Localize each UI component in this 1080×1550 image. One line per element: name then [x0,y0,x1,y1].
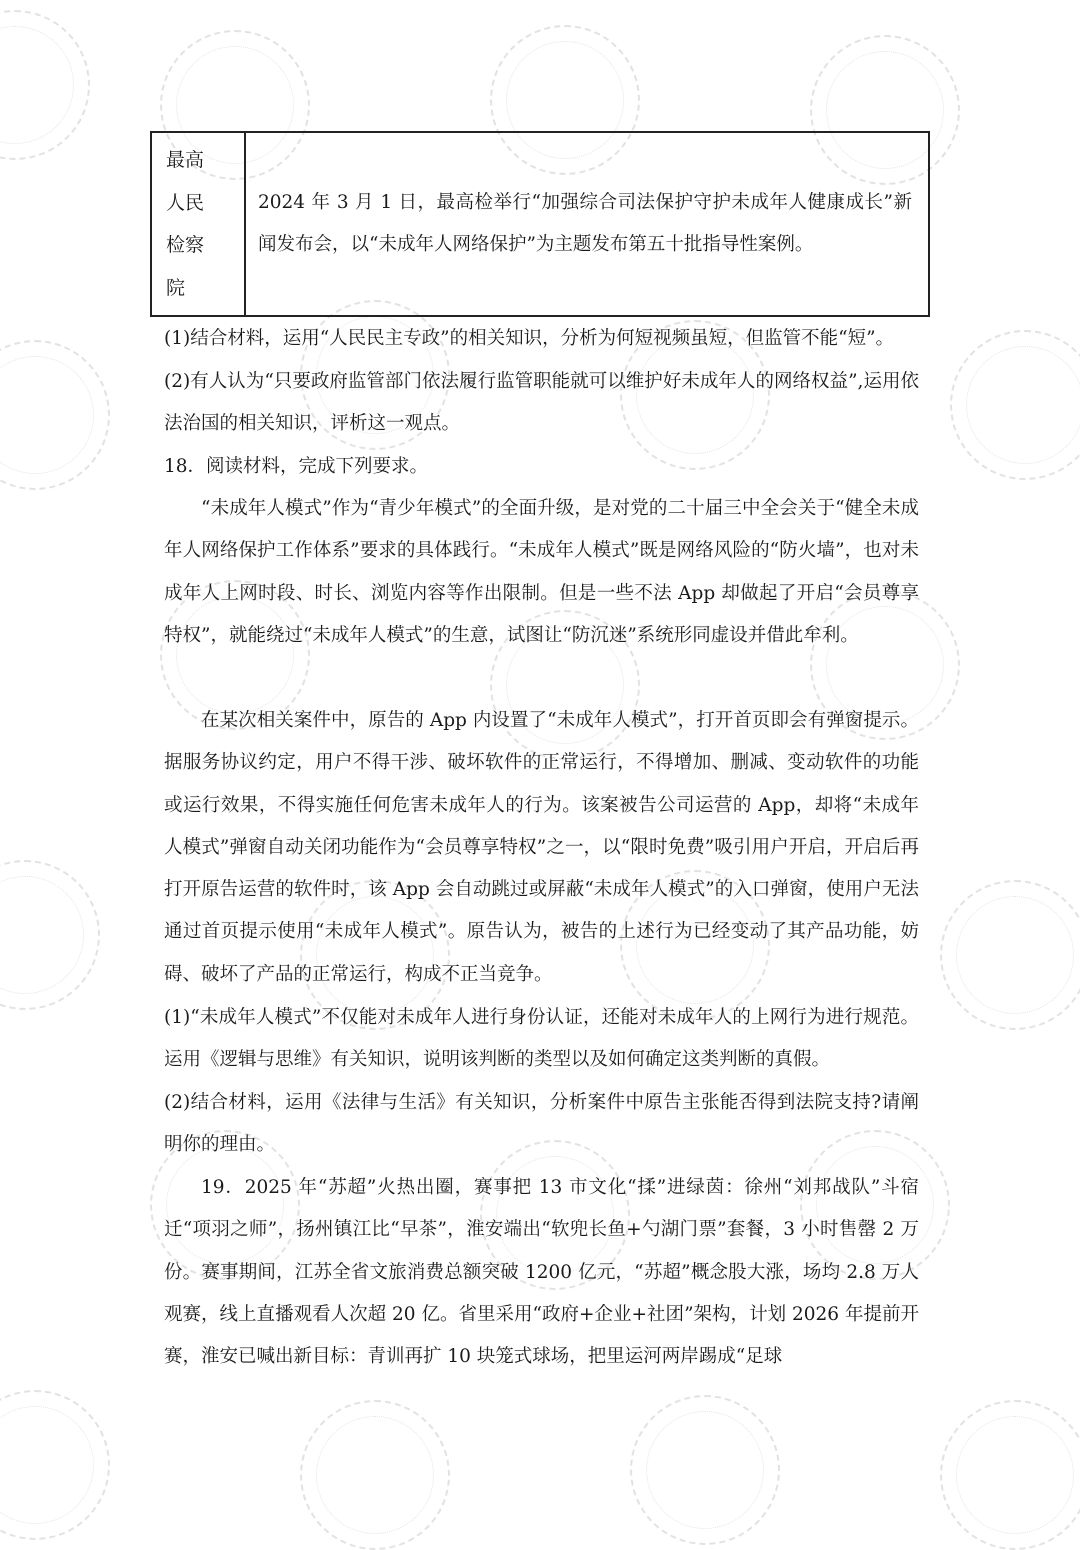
org-name-line: 人民 [166,191,205,214]
org-cell [151,132,245,316]
question-17-2: (2)有人认为“只要政府监管部门依法履行监管职能就可以维护好未成年人的网络权益”,运用依法治国的相关知识，评析这一观点。 [164,371,919,434]
watermark-stamp [0,10,90,160]
question-18-material-para-2: 在某次相关案件中，原告的 App 内设置了“未成年人模式”，打开首页即会有弹窗提示。据服务协议约定，用户不得干涉、破坏软件的正常运行，不得增加、删减、变动软件的功能或运行效果，不得实施任何危害未成年人的行为。该案被告公司运营的 App，却将“未成年人模式”弹窗自动关闭功能作为“会员尊享特权”之一，以“限时免费”吸引用户开启，开启后再打开原告运营的软件时，该 App 会自动跳过或屏蔽“未成年人模式”的入口弹窗，使用户无法通过首页提示使用“未成年人模式”。原告认为，被告的上述行为已经变动了其产品功能，妨碍、破坏了产品的正常运行，构成不正当竞争。 [164,710,919,985]
org-name-line: 检察 [166,234,205,256]
org-name-line: 最高 [166,149,205,171]
question-17-1: (1)结合材料，运用“人民民主专政”的相关知识，分析为何短视频虽短，但监管不能“短”。 [164,328,895,349]
watermark-stamp [0,860,100,1010]
event-description-cell: 2024 年 3 月 1 日，最高检举行“加强综合司法保护守护未成年人健康成长”新闻发布会，以“未成年人网络保护”为主题发布第五十批指导性案例。 [245,132,929,316]
question-18-title: 18．阅读材料，完成下列要求。 [164,456,429,477]
watermark-stamp [950,330,1080,480]
question-18-2: (2)结合材料，运用《法律与生活》有关知识，分析案件中原告主张能否得到法院支持?请阐明你的理由。 [164,1092,919,1155]
watermark-stamp [0,1390,110,1540]
watermark-stamp [940,880,1080,1030]
org-name-line: 院 [166,276,186,299]
watermark-stamp [300,1400,450,1550]
watermark-stamp [940,1400,1080,1550]
watermark-stamp [630,1395,780,1545]
question-18-1: (1)“未成年人模式”不仅能对未成年人进行身份认证，还能对未成年人的上网行为进行规范。运用《逻辑与思维》有关知识，说明该判断的类型以及如何确定这类判断的真假。 [164,1007,919,1070]
material-table [150,131,930,317]
watermark-stamp [0,340,110,490]
table-row [151,132,929,316]
question-19-material: 19．2025 年“苏超”火热出圈，赛事把 13 市文化“揉”进绿茵：徐州“刘邦战队”斗宿迁“项羽之师”，扬州镇江比“早茶”，淮安端出“软兜长鱼+勺湖门票”套餐，3 小时售罄 2 万份。赛事期间，江苏全省文旅消费总额突破 1200 亿元，“苏超”概念股大涨，场均 2.8 万人观赛，线上直播观看人次超 20 亿。省里采用“政府+企业+社团”架构，计划 2026 年提前开赛，淮安已喊出新目标：青训再扩 10 块笼式球场，把里运河两岸踢成“足球 [164,1177,919,1368]
question-18-material-para-1: “未成年人模式”作为“青少年模式”的全面升级，是对党的二十届三中全会关于“健全未成年人网络保护工作体系”要求的具体践行。“未成年人模式”既是网络风险的“防火墙”，也对未成年人上网时段、时长、浏览内容等作出限制。但是一些不法 App 却做起了开启“会员尊享特权”，就能绕过“未成年人模式”的生意，试图让“防沉迷”系统形同虚设并借此牟利。 [164,498,919,646]
